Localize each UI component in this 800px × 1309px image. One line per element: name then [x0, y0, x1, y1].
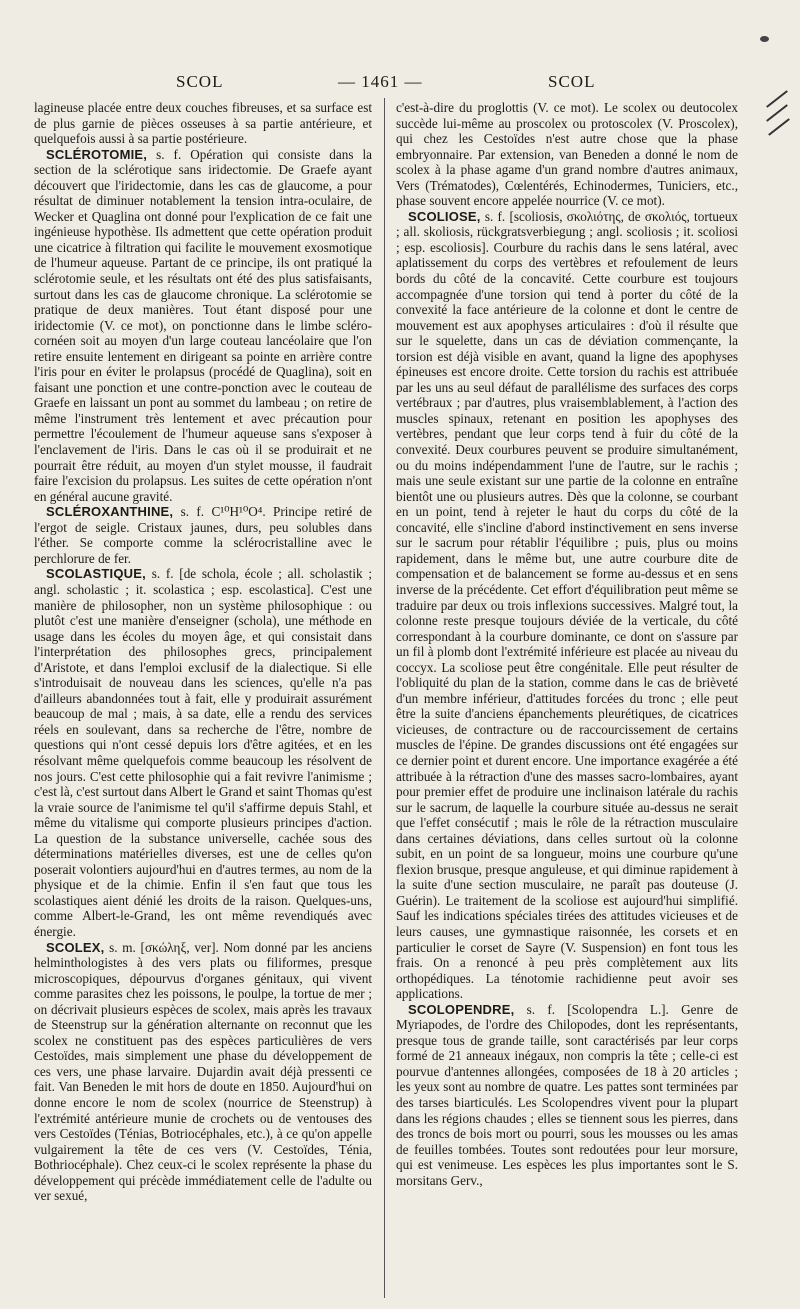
entry-headword: SCLÉROXANTHINE,	[46, 504, 174, 520]
entry-text: s. f. C¹⁰H¹⁰O⁴. Principe retiré de l'ergot de seigle. Cristaux jaunes, durs, peu solubles dans l'éther. Se comporte comme la sclérocristalline avec le perchlorure de fer.	[34, 504, 372, 566]
entry-headword: SCOLIOSE,	[408, 208, 481, 224]
dictionary-entry	[396, 1002, 738, 1189]
dictionary-entry	[34, 566, 372, 939]
continued-text: lagineuse placée entre deux couches fibreuses, et sa surface est de plus garnie de pièces osseuses à sa partie antérieure, et quelquefois aussi à sa partie postérieure.	[34, 100, 372, 147]
dictionary-entry	[34, 504, 372, 566]
entry-headword: SCOLASTIQUE,	[46, 566, 146, 582]
entry-text: s. f. Opération qui consiste dans la section de la sclérotique sans iridectomie. De Graefe ayant découvert que l'iridectomie, dans les cas de glaucome, a pour résultat de diminuer notablement la tension intra-oculaire, de Wecker et Quaglina ont donné pour l'explication de ce fait une ingénieuse hypothèse. Ils admettent que cette opération produit une cicatrice à filtration qui facilite le mouvement exosmotique de l'humeur aqueuse. Partant de ce principe, ils ont pratiqué la sclérotomie seule, et les résultats ont été des plus satisfaisants, surtout dans les cas de glaucome chronique. La sclérotomie se pratique de deux manières. Tout étant disposé pour une iridectomie (V. ce mot), on ponctionne dans le limbe scléro-cornéen soit au moyen d'un large couteau lancéolaire que l'on retire ensuite lentement en dirigeant sa pointe en arrière contre l'iris pour en éviter le prolapsus (procédé de Quaglina), soit en faisant une ponction et une contre-ponction avec le couteau de Graefe en laissant un pont au sommet du lambeau ; on retire de même l'instrument très lentement et avec précaution pour permettre l'écoulement de l'humeur aqueuse sans s'exposer à l'enclavement de l'iris. Dans le cas où il se produirait et ne pourrait être réduit, au moyen d'un stylet mousse, il faudrait faire l'excision du prolapsus. Les suites de cette opération n'ont en général aucune gravité.	[34, 146, 372, 504]
entry-text: s. f. [Scolopendra L.]. Genre de Myriapodes, de l'ordre des Chilopodes, dont les représentants, presque tous de grande taille, sont caractérisés par leur corps formé de 21 anneaux inégaux, non compris la tête ; celle-ci est pourvue d'antennes allongées, composées de 18 à 20 articles ; les yeux sont au nombre de quatre. Les pattes sont terminées par des tarses biarticulés. Les Scolopendres vivent pour la plupart dans les régions chaudes ; elles se tiennent sous les pierres, dans des troncs de bois mort ou pourri, sous les mousses ou les amas de feuilles tombées. Toutes sont redoutées pour leur morsure, qui est venimeuse. Les espèces les plus importantes sont le S. morsitans Gerv.,	[396, 1001, 738, 1188]
ink-spot	[760, 36, 769, 42]
left-column	[34, 100, 372, 1305]
entry-text: s. m. [σκώληξ, ver]. Nom donné par les anciens helminthologistes à des vers plats ou filiformes, presque microscopiques, dépourvus d'organes génitaux, qui vivent comme parasites chez les poissons, le poulpe, la tortue de mer ; on décrivait plusieurs espèces de scolex, mais après les travaux de Steenstrup sur la génération alternante on reconnut que les scolex ne constituent pas des espèces particulières de vers Cestoïdes, mais simplement une phase du développement de ces vers, une phase larvaire. Dujardin avait déjà pressenti ce fait. Van Beneden le mit hors de doute en 1850. Aujourd'hui on donne encore le nom de scolex (nourrice de Steenstrup) à l'extrémité antérieure munie de crochets ou de ventouses des vers Cestoïdes (Ténias, Botriocéphales, etc.), à ce qu'on appelle vulgairement la tête de ces vers (V. Cestoïdes, Ténia, Bothriocéphale). Chez ceux-ci le scolex représente la phase du développement qui précède immédiatement celle de l'adulte ou ver sexué,	[34, 939, 372, 1204]
entry-text: s. f. [scoliosis, σκολιότης, de σκολιός, tortueux ; all. skoliosis, rückgratsverbiegung ; angl. scoliosis ; it. scoliosi ; esp. escoliosis]. Courbure du rachis dans le sens latéral, avec aplatissement du corps des vertèbres et refoulement de leurs bords du côté de la concavité. Cette courbure est toujours accompagnée d'une torsion qui tend à porter du côté de la convexité la face antérieure de la colonne et dont le centre de mouvement est aux apophyses articulaires : d'où il résulte que sur le squelette, dans un cas de déviation commençante, la torsion est déjà visible en avant, quand la ligne des apophyses épineuses est encore droite. Cette torsion du rachis est attribuée par les uns au seul défaut de parallélisme des surfaces des corps vertébraux ; par d'autres, plus vraisemblablement, à l'action des muscles spinaux, retenant en position les apophyses des vertèbres, pendant que leur corps tend à fuir du côté de la convexité. Deux courbures peuvent se produire simultanément, ou du moins indépendamment l'une de l'autre, sur le rachis ; mais une seule existant sur une partie de la colonne en entraîne bientôt une ou plusieurs autres. Dès que la colonne, se courbant en un point, tend à rejeter le haut du corps du côté de la concavité, elle s'incline d'abord instinctivement en sens inverse sur le sacrum pour rétablir l'équilibre ; puis, plus ou moins rapidement, dans le même but, une autre courbure dite de compensation et de balancement se forme au-dessus et en sens inverse de la précédente. Cet effort d'équilibration peut même se traduire par deux ou trois inflexions successives. Malgré tout, la colonne reste presque toujours déviée de la verticale, du côté correspondant à la courbure dominante, ce dont on s'assure par un fil à plomb dont l'extrémité inférieure est placée au niveau du coccyx. La scoliose peut être congénitale. Elle peut résulter de l'obliquité du plan de la station, comme dans le cas de brièveté d'un membre inférieur, d'attitudes forcées du tronc ; elle peut être la suite d'anciens épanchements pleurétiques, de cicatrices vicieuses, de contracture ou de raccourcissement de certains muscles de l'épine. De grandes discussions ont été engagées sur ce dernier point et durent encore. Une importance exagérée a été attribuée à la rétraction d'une des masses sacro-lombaires, ayant pour premier effet de produire une inclinaison latérale du rachis sur le sacrum, de laquelle la courbure située au-dessus ne serait que l'effet consécutif ; mais le rôle de la rétraction musculaire dans certaines déviations, dans celles surtout où la colonne subit, en un point de sa longueur, moins une courbure qu'une flexion brusque, presque anguleuse, et qui diminue rapidement à la suite d'une section musculaire, ne paraît pas douteuse (J. Guérin). Le traitement de la scoliose est aujourd'hui simplifié. Sauf les indications spéciales tirées des attitudes vicieuses et de leurs causes, une gymnastique raisonnée, les corsets et en particulier le corset de Sayre (V. Suspension) en font tous les frais. On a renoncé à peu près complètement aux lits orthopédiques. La ténotomie rachidienne peut avoir ses applications.	[396, 208, 738, 1002]
right-column	[396, 100, 738, 1305]
dictionary-entry	[34, 940, 372, 1204]
header-left-keyword: SCOL	[176, 72, 224, 91]
header-right-keyword: SCOL	[548, 72, 596, 91]
entry-headword: SCOLOPENDRE,	[408, 1001, 515, 1017]
entry-headword: SCOLEX,	[46, 939, 105, 955]
dictionary-entry	[34, 147, 372, 505]
entry-headword: SCLÉROTOMIE,	[46, 146, 148, 162]
continued-text: c'est-à-dire du proglottis (V. ce mot). Le scolex ou deutocolex succède lui-même au proscolex ou protoscolex (V. Proscolex), qui chez les Cestoïdes n'est autre chose que la phase embryonnaire. Par extension, van Beneden a donné le nom de scolex à la phase agame d'un grand nombre d'autres animaux, Vers (Trématodes), Cœlentérés, Echinodermes, Tuniciers, etc., phase souvent encore appelée nourrice (V. ce mot).	[396, 100, 738, 209]
entry-text: s. f. [de schola, école ; all. scholastik ; angl. scholastic ; it. scolastica ; esp. escolastica]. C'est une manière de philosopher, non un système philosophique : ou plutôt c'est une manière d'enseigner (schola), une méthode en usage dans les écoles du moyen âge, et qui consistait dans l'interprétation des philosophes grecs, principalement d'Aristote, et dans l'emploi exclusif de la dialectique. Si elle s'introduisait de nouveau dans les sciences, qu'elle n'a pas d'ailleurs abandonnées tout à fait, elle y produirait assurément beaucoup de mal ; mais, à sa date, elle a rendu des services réels en soulevant, dans sa recherche de l'être, nombre de questions qui n'ont cessé depuis lors d'être agitées, et en les résolvant même quelquefois comme beaucoup les résolvent de nos jours. C'est cette philosophie qui a fait revivre l'animisme ; c'est là, c'est surtout dans Albert le Grand et saint Thomas qu'est la vraie source de l'animisme tel qu'il s'affirme depuis Stahl, et même du vitalisme qui comporte plusieurs principes d'action. La question de la substance universelle, cachée sous des déterminations matérielles diverses, est une de celles qu'on poserait volontiers aujourd'hui en d'autres termes, au nom de la physique et de la chimie. Enfin il s'en faut que tous les scolastiques aient dénié les droits de la raison. Quelques-uns, comme Albert-le-Grand, les ont même revendiqués avec énergie.	[34, 566, 372, 939]
running-header	[0, 70, 800, 100]
page-number: — 1461 —	[338, 72, 423, 91]
column-divider	[384, 98, 385, 1298]
dictionary-entry	[396, 209, 738, 1002]
